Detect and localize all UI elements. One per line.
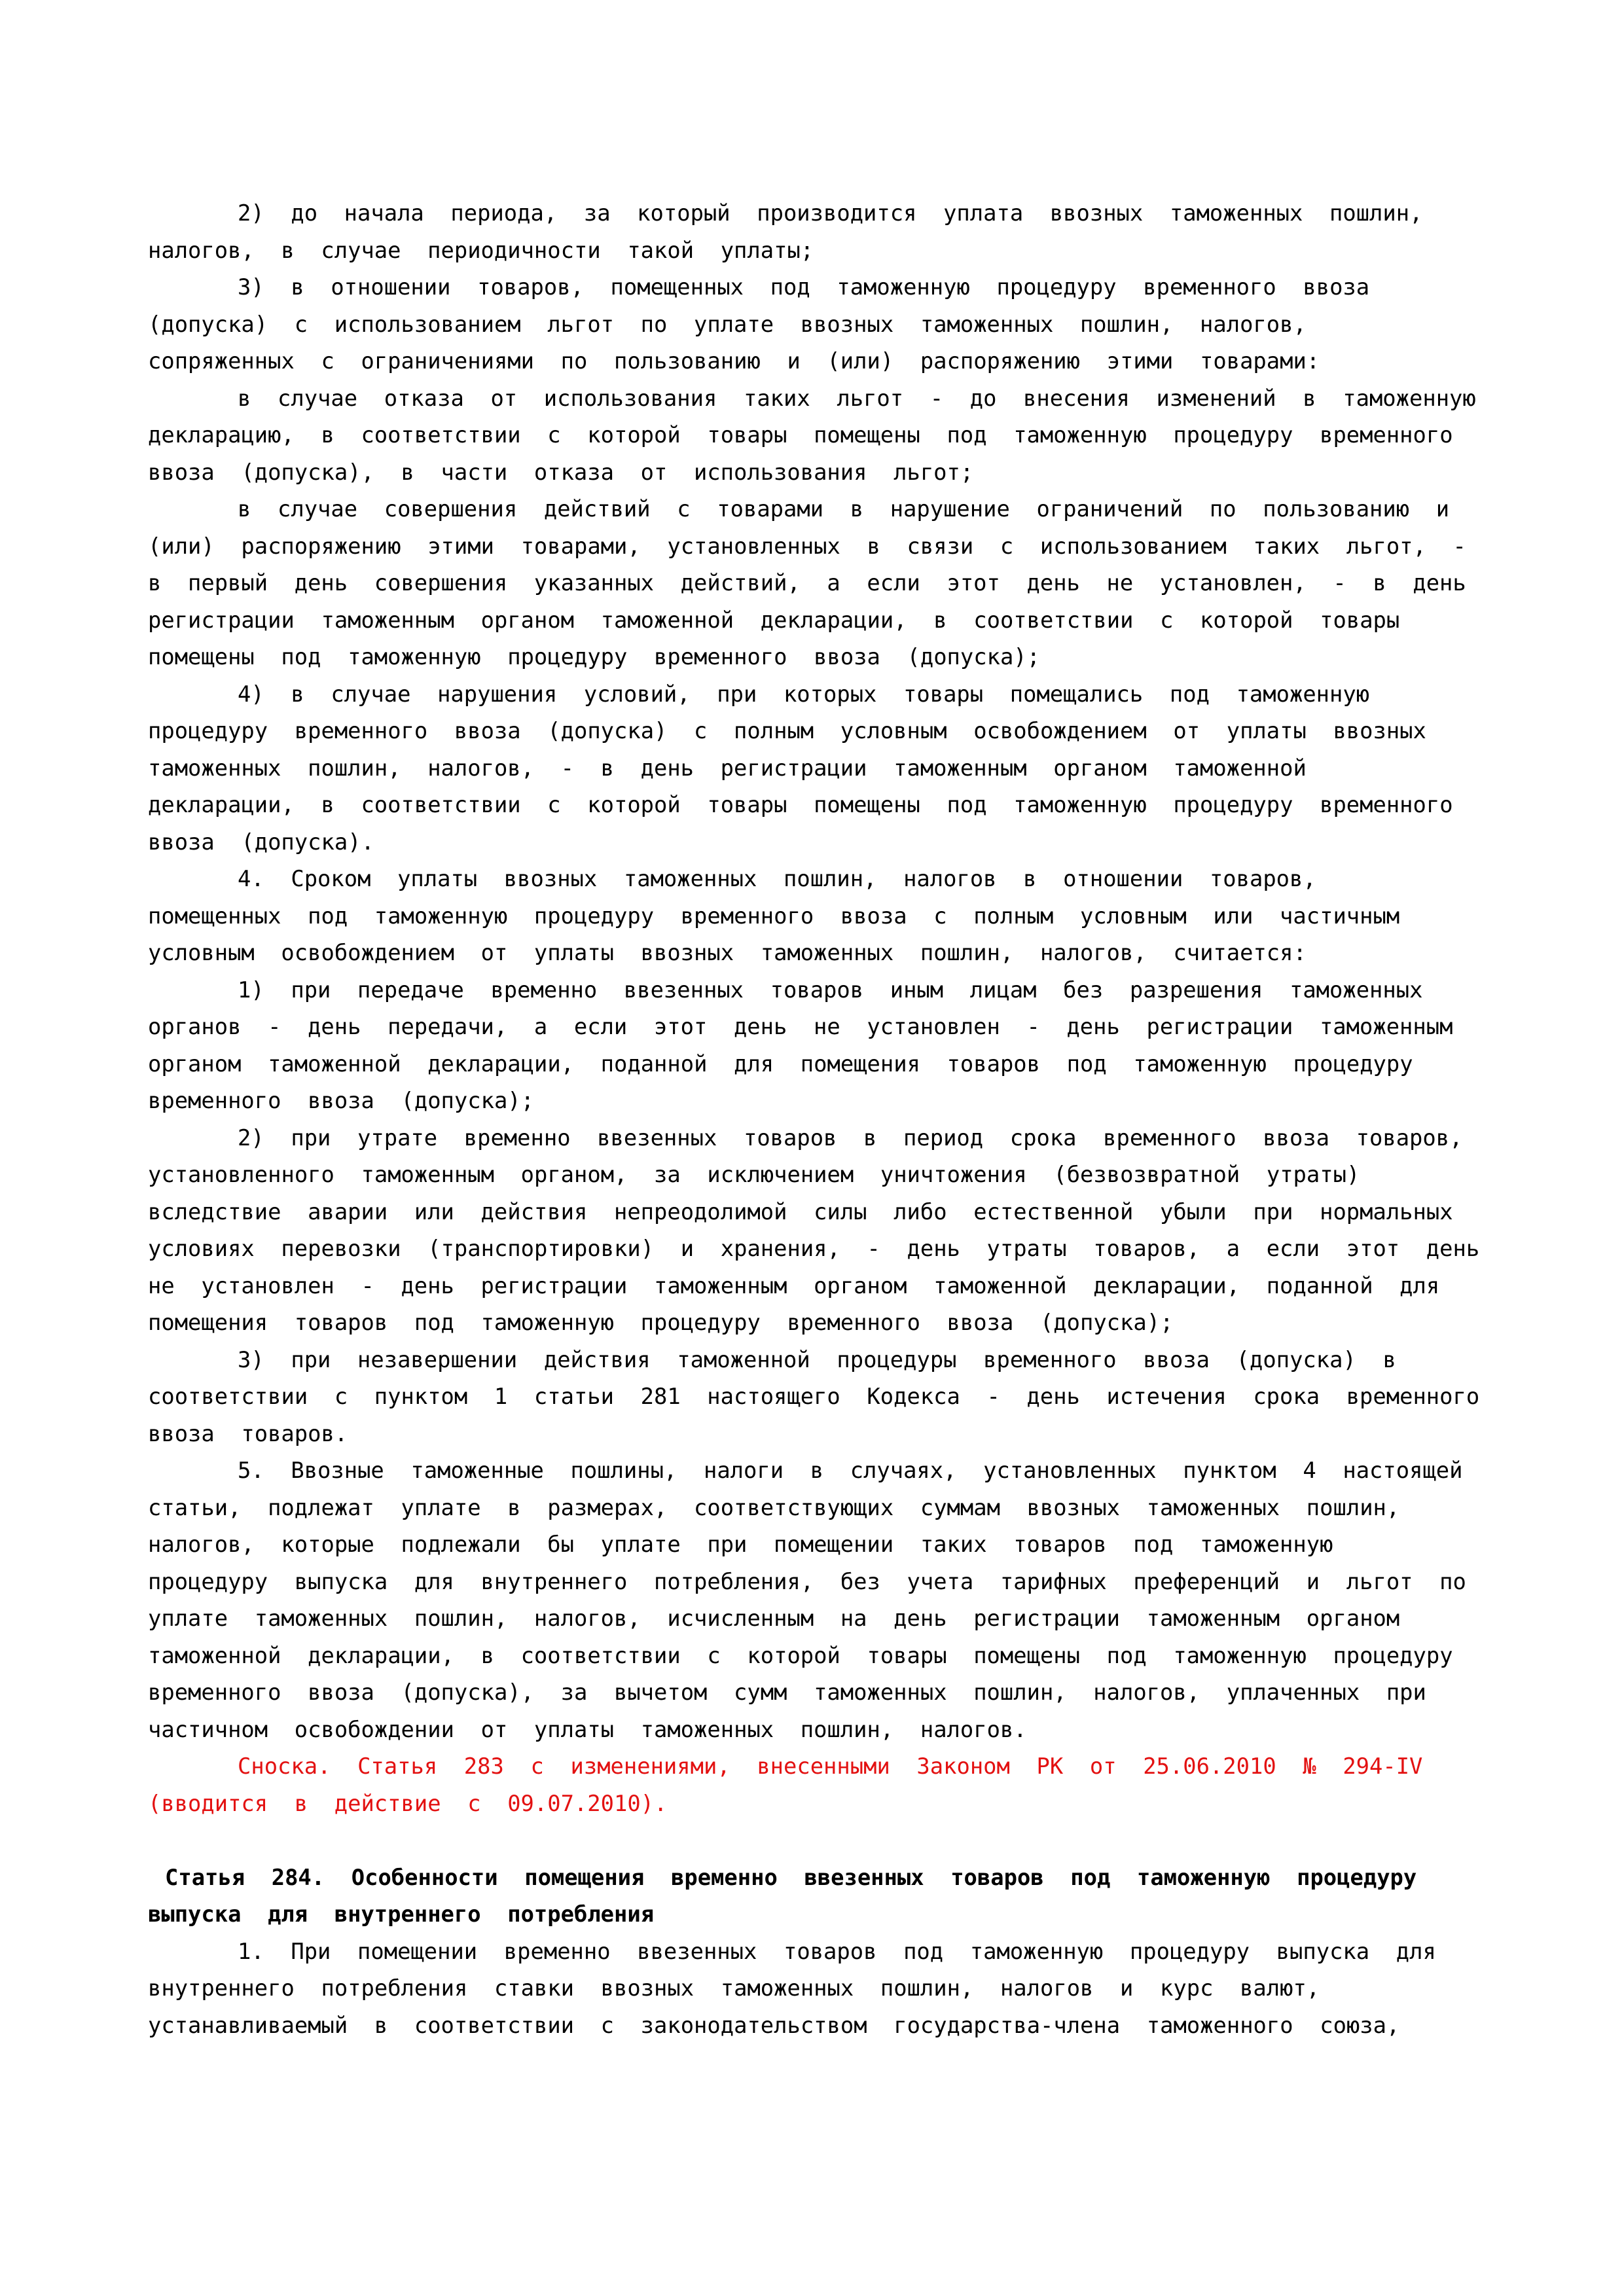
- footnote-line: (вводится в действие с 09.07.2010).: [148, 1790, 668, 1816]
- article-heading: [148, 1859, 1549, 1933]
- text-line: установленного таможенным органом, за исключением уничтожения (безвозвратной утраты): [148, 1162, 1360, 1187]
- text-line: (или) распоряжению этими товарами, установленных в связи с использованием таких льгот, -: [148, 533, 1466, 559]
- text-line: в случае отказа от использования таких льгот - до внесения изменений в таможенную: [238, 385, 1476, 411]
- text-line: 1) при передаче временно ввезенных товаров иным лицам без разрешения таможенных: [238, 977, 1423, 1003]
- text-line: ввоза (допуска).: [148, 829, 374, 855]
- text-line: в случае совершения действий с товарами в нарушение ограничений по пользованию и: [238, 496, 1450, 522]
- text-line: выпуска для внутреннего потребления: [148, 1901, 655, 1927]
- document-page: [148, 195, 1549, 2044]
- text-line: ввоза (допуска), в части отказа от использования льгот;: [148, 459, 974, 485]
- text-line: 5. Ввозные таможенные пошлины, налоги в случаях, установленных пунктом 4 настоящей: [238, 1458, 1463, 1483]
- text-line: 4. Сроком уплаты ввозных таможенных пошлин, налогов в отношении товаров,: [238, 866, 1316, 891]
- text-line: 2) до начала периода, за который производится уплата ввозных таможенных пошлин,: [238, 200, 1423, 226]
- text-line: органом таможенной декларации, поданной для помещения товаров под таможенную процедуру: [148, 1050, 1413, 1077]
- body-paragraph: [148, 1933, 1549, 2045]
- blank-line: [148, 1822, 1549, 1859]
- text-line: ввоза товаров.: [148, 1420, 348, 1446]
- text-line: налогов, которые подлежали бы уплате при помещении таких товаров под таможенную: [148, 1532, 1333, 1557]
- text-line: 4) в случае нарушения условий, при которых товары помещались под таможенную: [238, 681, 1370, 707]
- body-paragraph: [148, 1452, 1549, 1748]
- text-line: вследствие аварии или действия непреодолимой силы либо естественной убыли при нормальных: [148, 1198, 1453, 1225]
- text-line: таможенной декларации, в соответствии с которой товары помещены под таможенную процедуру: [148, 1642, 1453, 1668]
- text-line: частичном освобождении от уплаты таможенных пошлин, налогов.: [148, 1716, 1027, 1742]
- footnote-paragraph: [148, 1748, 1549, 1822]
- text-line: органов - день передачи, а если этот день не установлен - день регистрации таможенным: [148, 1014, 1453, 1039]
- text-line: 2) при утрате временно ввезенных товаров в период срока временного ввоза товаров,: [238, 1124, 1463, 1151]
- text-line: устанавливаемый в соответствии с законодательством государства-члена таможенного союза,: [148, 2012, 1400, 2038]
- text-line: 3) при незавершении действия таможенной процедуры временного ввоза (допуска) в: [238, 1346, 1396, 1372]
- text-line: статьи, подлежат уплате в размерах, соответствующих суммам ввозных таможенных пошлин,: [148, 1494, 1400, 1520]
- text-line: (допуска) с использованием льгот по уплате ввозных таможенных пошлин, налогов,: [148, 311, 1307, 337]
- text-line: процедуру временного ввоза (допуска) с полным условным освобождением от уплаты ввозных: [148, 718, 1426, 744]
- text-line: декларации, в соответствии с которой товары помещены под таможенную процедуру временного: [148, 792, 1453, 817]
- text-line: таможенных пошлин, налогов, - в день регистрации таможенным органом таможенной: [148, 755, 1307, 781]
- text-line: сопряженных с ограничениями по пользованию и (или) распоряжению этими товарами:: [148, 348, 1320, 374]
- text-line: соответствии с пунктом 1 статьи 281 настоящего Кодекса - день истечения срока временного: [148, 1384, 1480, 1409]
- text-line: 3) в отношении товаров, помещенных под таможенную процедуру временного ввоза: [238, 274, 1370, 300]
- body-paragraph: [148, 491, 1549, 676]
- text-line: процедуру выпуска для внутреннего потребления, без учета тарифных преференций и льгот по: [148, 1568, 1466, 1594]
- text-line: уплате таможенных пошлин, налогов, исчисленным на день регистрации таможенным органом: [148, 1605, 1400, 1631]
- text-line: помещены под таможенную процедуру временного ввоза (допуска);: [148, 644, 1040, 670]
- text-line: условным освобождением от уплаты ввозных таможенных пошлин, налогов, считается:: [148, 940, 1307, 965]
- text-line: 1. При помещении временно ввезенных товаров под таможенную процедуру выпуска для: [238, 1938, 1436, 1964]
- text-line: в первый день совершения указанных действий, а если этот день не установлен, - в день: [148, 570, 1466, 596]
- body-paragraph: [148, 1342, 1549, 1453]
- text-line: декларацию, в соответствии с которой товары помещены под таможенную процедуру временного: [148, 422, 1453, 448]
- body-paragraph: [148, 195, 1549, 269]
- body-paragraph: [148, 269, 1549, 380]
- text-line: Статья 284. Особенности помещения временно ввезенных товаров под таможенную процедуру: [165, 1864, 1417, 1890]
- body-paragraph: [148, 861, 1549, 972]
- text-line: внутреннего потребления ставки ввозных таможенных пошлин, налогов и курс валют,: [148, 1975, 1320, 2001]
- text-line: помещенных под таможенную процедуру временного ввоза с полным условным или частичным: [148, 903, 1400, 929]
- body-paragraph: [148, 972, 1549, 1120]
- footnote-line: Сноска. Статья 283 с изменениями, внесенными Законом РК от 25.06.2010 № 294-IV: [238, 1753, 1423, 1779]
- text-line: временного ввоза (допуска), за вычетом сумм таможенных пошлин, налогов, уплаченных при: [148, 1679, 1426, 1705]
- text-line: налогов, в случае периодичности такой уплаты;: [148, 237, 814, 263]
- body-paragraph: [148, 676, 1549, 861]
- text-line: помещения товаров под таможенную процедуру временного ввоза (допуска);: [148, 1310, 1174, 1335]
- text-line: не установлен - день регистрации таможенным органом таможенной декларации, поданной для: [148, 1272, 1440, 1299]
- body-paragraph: [148, 380, 1549, 492]
- body-paragraph: [148, 1120, 1549, 1342]
- text-line: регистрации таможенным органом таможенной декларации, в соответствии с которой товары: [148, 607, 1400, 633]
- text-line: временного ввоза (допуска);: [148, 1088, 534, 1113]
- text-line: условиях перевозки (транспортировки) и хранения, - день утраты товаров, а если этот день: [148, 1236, 1480, 1261]
